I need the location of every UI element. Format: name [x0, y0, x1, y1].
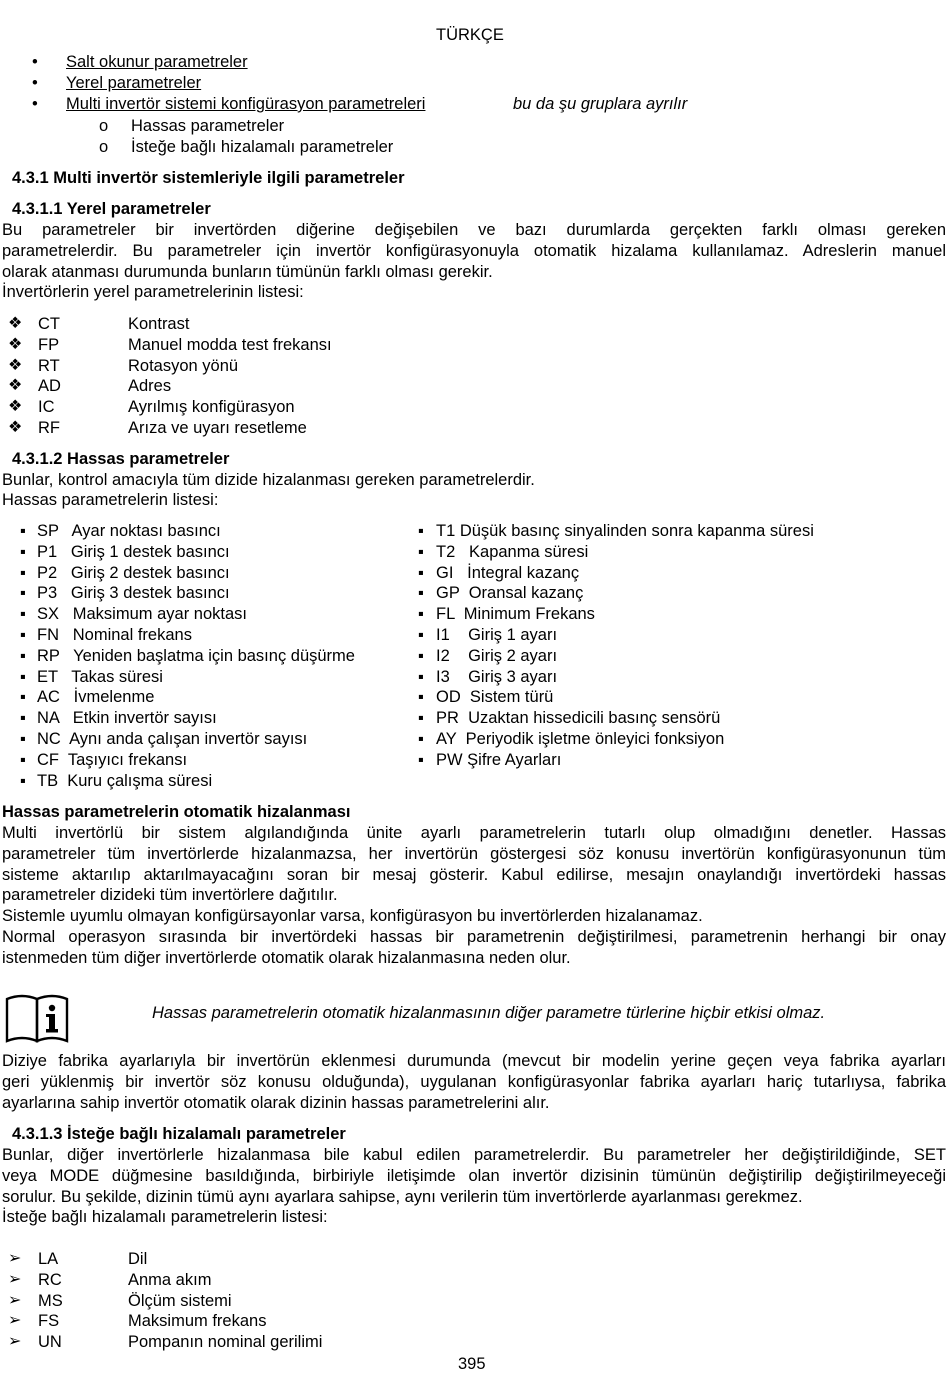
square-bullet-icon: ▪ [20, 522, 26, 540]
paragraph-line: Diziye fabrika ayarlarıyla bir invertörün eklenmesi durumunda (mevcut bir modelin yerine geçen veya fabrika ayarları [2, 1052, 946, 1070]
section-title-4313: 4.3.1.3 İsteğe bağlı hizalamalı parametreler [12, 1125, 346, 1143]
param-desc: Dil [128, 1250, 148, 1268]
square-bullet-icon: ▪ [20, 750, 26, 769]
param-desc: Ayrılmış konfigürasyon [128, 398, 295, 416]
sensitive-param-item: TB Kuru çalışma süresi [37, 771, 213, 790]
param-desc: Kontrast [128, 315, 190, 333]
paragraph-line: sisteme aktarılıp aktarılmayacağını soran bir mesaj gösterir. Kabul edilirse, mesajın onaylandığı invertördeki hassas [2, 865, 946, 884]
sub-bullet-icon: o [99, 117, 109, 135]
square-bullet-icon: ▪ [418, 584, 424, 603]
info-book-icon [4, 991, 70, 1045]
sensitive-param-item: P1 Giriş 1 destek basıncı [37, 542, 230, 561]
auto-alignment-paragraph [2, 823, 946, 969]
sensitive-param-item: NA Etkin invertör sayısı [37, 709, 217, 728]
diamond-bullet-icon: ❖ [8, 377, 23, 394]
paragraph-line: veya MODE düğmesine basıldığında, birbiriyle iletişimde olan invertör dizisinin tümünün değiştirilip değiştirilmeyeceği [2, 1166, 946, 1185]
diamond-bullet-icon: ❖ [8, 398, 23, 415]
sensitive-param-item: SP Ayar noktası basıncı [37, 522, 221, 540]
square-bullet-icon: ▪ [418, 605, 424, 624]
sensitive-param-item: GI İntegral kazanç [436, 563, 580, 582]
section-4311-paragraph [2, 220, 946, 303]
square-bullet-icon: ▪ [418, 709, 424, 728]
paragraph-line: Bunlar, diğer invertörlerle hizalanmasa bile kabul edilen parametrelerdir. Bu parametreler her değiştirildiğinde, SET [2, 1146, 946, 1164]
paragraph-line: parametreler tüm invertörlerde hizalanmazsa, her invertörün göstergesi söz konusu invertörün konfigürasyonunun tüm [2, 844, 946, 863]
paragraph-line: Sistemle uyumlu olmayan konfigürsayonlar varsa, konfigürasyon bu invertörlerden hizalanamaz. [2, 907, 703, 926]
arrow-bullet-icon: ➢ [8, 1333, 22, 1350]
square-bullet-icon: ▪ [20, 605, 26, 624]
bullet-dot-icon: • [32, 74, 38, 92]
sensitive-param-item: I3 Giriş 3 ayarı [436, 667, 558, 686]
section-title-431: 4.3.1 Multi invertör sistemleriyle ilgili parametreler [12, 169, 405, 187]
sensitive-param-item: NC Aynı anda çalışan invertör sayısı [37, 730, 308, 748]
square-bullet-icon: ▪ [418, 750, 424, 769]
param-code: FS [38, 1312, 60, 1330]
sensitive-param-item: PW Şifre Ayarları [436, 750, 562, 769]
page-number: 395 [458, 1355, 486, 1373]
paragraph-line: parametreler dizideki tüm invertörlere dağıtılır. [2, 886, 338, 905]
sensitive-param-item: T2 Kapanma süresi [436, 542, 589, 561]
info-note-text: Hassas parametrelerin otomatik hizalanmasının diğer parametre türlerine hiçbir etkisi olmaz. [152, 1004, 826, 1022]
diamond-bullet-icon: ❖ [8, 419, 23, 436]
sensitive-param-item: ET Takas süresi [37, 667, 163, 686]
square-bullet-icon: ▪ [20, 584, 26, 603]
sensitive-param-item: PR Uzaktan hissedicili basınç sensörü [436, 709, 721, 728]
sensitive-param-item: CF Taşıyıcı frekansı [37, 750, 188, 769]
paragraph-line: olarak atanması durumunda bunların tümünün farklı olması gerekir. [2, 262, 493, 281]
sensitive-param-item: T1 Düşük basınç sinyalinden sonra kapanma süresi [436, 522, 814, 540]
sensitive-param-item: P3 Giriş 3 destek basıncı [37, 584, 230, 603]
param-code: CT [38, 315, 60, 333]
auto-alignment-title: Hassas parametrelerin otomatik hizalanması [2, 803, 351, 821]
section-4313-paragraph [2, 1145, 946, 1228]
square-bullet-icon: ▪ [418, 667, 424, 686]
diamond-bullet-icon: ❖ [8, 336, 23, 353]
square-bullet-icon: ▪ [418, 688, 424, 707]
diamond-bullet-icon: ❖ [8, 315, 23, 332]
param-desc: Adres [128, 377, 172, 395]
section-title-4312: 4.3.1.2 Hassas parametreler [12, 450, 230, 468]
diamond-bullet-icon: ❖ [8, 357, 23, 374]
square-bullet-icon: ▪ [418, 563, 424, 582]
sensitive-param-item: SX Maksimum ayar noktası [37, 605, 247, 624]
paragraph-line: parametrelerdir. Bu parametreler için invertör konfigürasyonuyla otomatik hizalama kullanılamaz. Adreslerin manuel [2, 241, 946, 260]
paragraph-line: İsteğe bağlı hizalamalı parametrelerin listesi: [2, 1208, 328, 1227]
param-desc: Arıza ve uyarı resetleme [128, 419, 307, 437]
intro-subitem-sensitive: Hassas parametreler [131, 117, 285, 135]
param-code: RT [38, 357, 60, 375]
param-code: RC [38, 1271, 62, 1289]
square-bullet-icon: ▪ [418, 730, 424, 748]
paragraph-line: ayarlarına sahip invertör otomatik olarak dizinin hassas parametrelerini alır. [2, 1093, 550, 1112]
param-desc: Pompanın nominal gerilimi [128, 1333, 323, 1351]
sensitive-param-item: FL Minimum Frekans [436, 605, 595, 624]
intro-item-read-only[interactable]: Salt okunur parametreler [66, 53, 248, 71]
paragraph-line: geri yüklenmiş bir invertör söz konusu olduğunda), uygulanan konfigürasyonlar fabrika ayarları hariç tutarlıysa, fabrika [2, 1072, 946, 1091]
param-code: RF [38, 419, 60, 437]
sensitive-param-item: RP Yeniden başlatma için basınç düşürme [37, 646, 355, 665]
sensitive-param-item: OD Sistem türü [436, 688, 554, 707]
bullet-dot-icon: • [32, 53, 38, 71]
paragraph-line: Multi invertörlü bir sistem algılandığında ünite ayarlı parametrelerin tutarlı olup olmadığını denetler. Hassas [2, 824, 946, 842]
square-bullet-icon: ▪ [20, 667, 26, 686]
square-bullet-icon: ▪ [418, 542, 424, 561]
paragraph-line: Hassas parametrelerin listesi: [2, 491, 219, 509]
arrow-bullet-icon: ➢ [8, 1312, 22, 1329]
square-bullet-icon: ▪ [20, 542, 26, 561]
param-desc: Manuel modda test frekansı [128, 336, 332, 354]
square-bullet-icon: ▪ [20, 730, 26, 748]
arrow-bullet-icon: ➢ [8, 1271, 22, 1288]
bullet-dot-icon: • [32, 95, 38, 113]
intro-item-local[interactable]: Yerel parametreler [66, 74, 202, 92]
intro-note: bu da şu gruplara ayrılır [513, 95, 688, 113]
param-desc: Ölçüm sistemi [128, 1292, 232, 1310]
sensitive-param-item: AC İvmelenme [37, 688, 155, 707]
square-bullet-icon: ▪ [20, 646, 26, 665]
sensitive-param-item: I2 Giriş 2 ayarı [436, 646, 558, 665]
square-bullet-icon: ▪ [418, 522, 424, 540]
sensitive-param-item: FN Nominal frekans [37, 626, 192, 644]
factory-settings-paragraph [2, 1051, 946, 1113]
arrow-bullet-icon: ➢ [8, 1292, 22, 1309]
param-code: IC [38, 398, 55, 416]
param-code: MS [38, 1292, 63, 1310]
square-bullet-icon: ▪ [418, 646, 424, 665]
paragraph-line: Normal operasyon sırasında bir invertördeki hassas bir parametrenin değiştirilmesi, parametrenin herhangi bir onay [2, 927, 946, 946]
intro-subitem-optional: İsteğe bağlı hizalamalı parametreler [131, 138, 394, 156]
sub-bullet-icon: o [99, 138, 109, 156]
square-bullet-icon: ▪ [20, 709, 26, 728]
param-code: FP [38, 336, 60, 354]
param-desc: Rotasyon yönü [128, 357, 239, 375]
paragraph-line: Bunlar, kontrol amacıyla tüm dizide hizalanması gereken parametrelerdir. [2, 471, 535, 489]
page-header-language: TÜRKÇE [436, 26, 504, 44]
sensitive-param-item: AY Periyodik işletme önleyici fonksiyon [436, 730, 725, 748]
paragraph-line: sorulur. Bu şekilde, dizinin tümü aynı ayarlara sahipse, aynı verilerin tüm invertörlerde ayarlanması gerekmez. [2, 1187, 803, 1206]
param-desc: Anma akım [128, 1271, 212, 1289]
paragraph-line: istenmeden tüm diğer invertörlerde otomatik olarak hizalanmasına neden olur. [2, 948, 571, 967]
arrow-bullet-icon: ➢ [8, 1250, 22, 1267]
param-code: AD [38, 377, 61, 395]
sensitive-param-item: P2 Giriş 2 destek basıncı [37, 563, 230, 582]
square-bullet-icon: ▪ [418, 626, 424, 644]
paragraph-line: Bu parametreler bir invertörden diğerine değişebilen ve bazı durumlarda gerçekten farklı olması gereken [2, 221, 946, 239]
square-bullet-icon: ▪ [20, 688, 26, 707]
param-desc: Maksimum frekans [128, 1312, 267, 1330]
paragraph-line: İnvertörlerin yerel parametrelerinin listesi: [2, 283, 304, 302]
square-bullet-icon: ▪ [20, 563, 26, 582]
square-bullet-icon: ▪ [20, 771, 26, 790]
sensitive-param-item: GP Oransal kazanç [436, 584, 584, 603]
sensitive-param-item: I1 Giriş 1 ayarı [436, 626, 558, 644]
square-bullet-icon: ▪ [20, 626, 26, 644]
intro-item-multi-config[interactable]: Multi invertör sistemi konfigürasyon parametreleri [66, 95, 426, 113]
param-code: UN [38, 1333, 62, 1351]
section-title-4311: 4.3.1.1 Yerel parametreler [12, 200, 211, 218]
param-code: LA [38, 1250, 59, 1268]
